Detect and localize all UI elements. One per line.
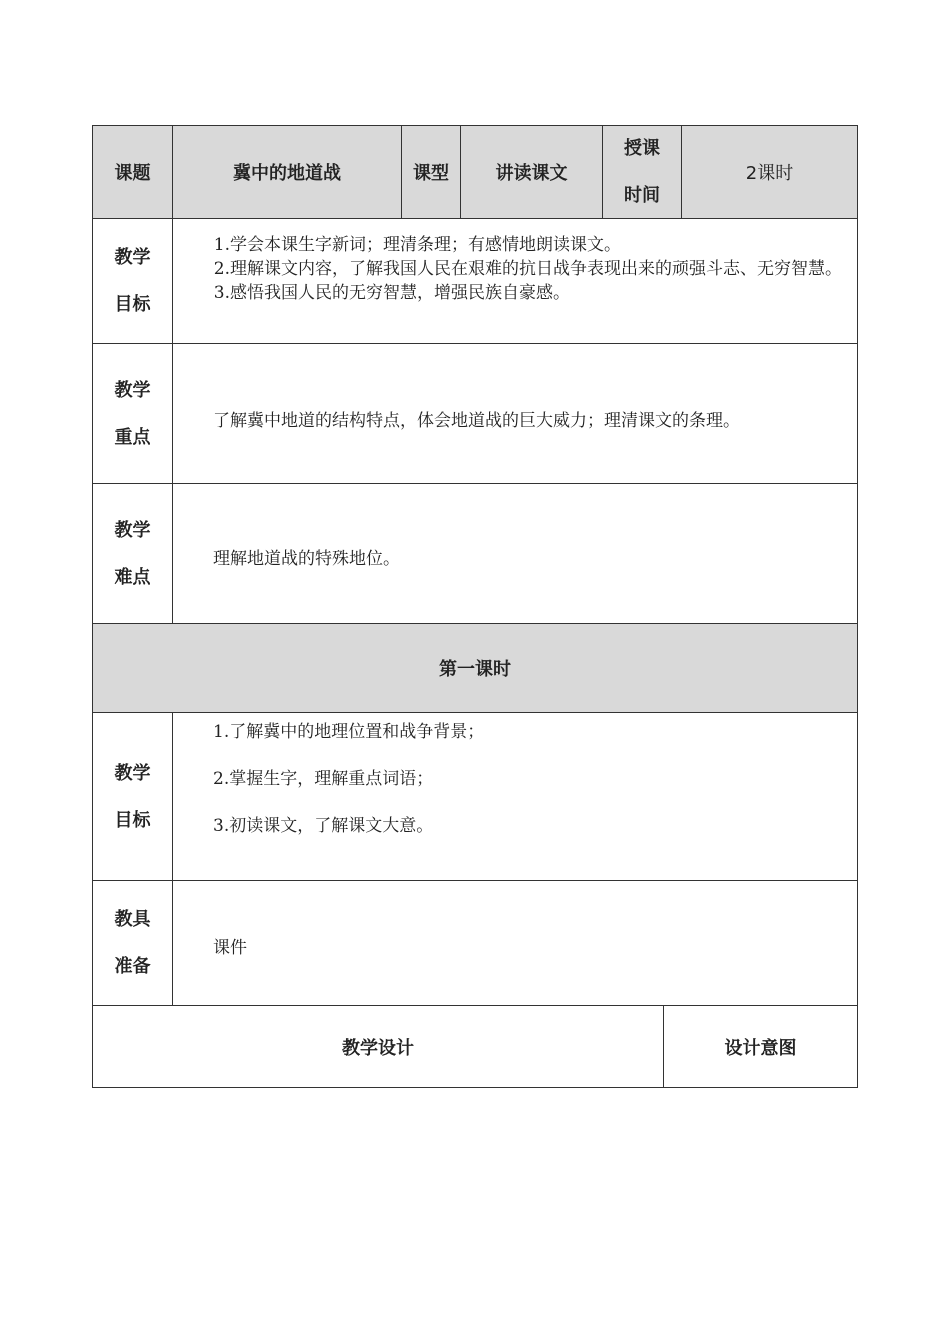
type-label-cell: [401, 125, 461, 219]
time-label-cell: [602, 125, 682, 219]
difficulties-content-cell: [172, 483, 858, 624]
type-value-cell: [460, 125, 603, 219]
intent-label-cell: [663, 1005, 858, 1088]
goal-item-1: 1.学会本课生字新词；理清条理；有感情地朗读课文。: [213, 235, 622, 255]
topic-label-cell: [92, 125, 173, 219]
key-points-label-cell: [92, 343, 173, 484]
tools-content-cell: [172, 880, 858, 1006]
goals-content-cell: [172, 218, 858, 344]
topic-value-cell: [172, 125, 402, 219]
time-label-line-1: 授课: [624, 138, 660, 159]
design-label-cell: [92, 1005, 664, 1088]
lesson-goals-content-cell: [172, 712, 858, 881]
tools-text: 课件: [213, 938, 247, 958]
time-value-cell: [681, 125, 858, 219]
key-points-text: 了解冀中地道的结构特点，体会地道战的巨大威力；理清课文的条理。: [213, 411, 740, 431]
key-points-content-cell: [172, 343, 858, 484]
time-label-line-2: 时间: [624, 185, 660, 206]
difficulties-label-cell: [92, 483, 173, 624]
lesson-goals-label-line-1: 教学: [114, 762, 151, 784]
topic-label: 课题: [114, 163, 151, 184]
goals-label-line-1: 教学: [114, 247, 151, 268]
topic-value: 冀中的地道战: [233, 163, 341, 184]
lesson-goals-label-cell: [92, 712, 173, 881]
goal-item-3: 3.感悟我国人民的无穷智慧，增强民族自豪感。: [213, 283, 571, 303]
tools-label-cell: [92, 880, 173, 1006]
type-value: 讲读课文: [495, 163, 568, 184]
tools-label-line-1: 教具: [114, 909, 151, 930]
lesson-goals-label-line-2: 目标: [114, 809, 151, 831]
goals-label-line-2: 目标: [114, 294, 151, 315]
tools-label-line-2: 准备: [114, 956, 151, 977]
difficulties-text: 理解地道战的特殊地位。: [213, 549, 400, 569]
goal-item-2: 2.理解课文内容，了解我国人民在艰难的抗日战争表现出来的顽强斗志、无穷智慧。: [213, 259, 843, 279]
goals-label-cell: [92, 218, 173, 344]
design-label: 教学设计: [342, 1037, 414, 1059]
difficulties-label-line-2: 难点: [114, 566, 151, 588]
lesson-goal-item-1: 1.了解冀中的地理位置和战争背景；: [213, 722, 485, 742]
difficulties-label-line-1: 教学: [114, 519, 151, 541]
lesson-one-title: 第一课时: [439, 659, 511, 680]
lesson-goal-item-3: 3.初读课文，了解课文大意。: [213, 816, 434, 836]
type-label: 课型: [413, 163, 449, 184]
lesson-one-title-cell: [92, 623, 858, 713]
intent-label: 设计意图: [724, 1037, 797, 1059]
key-points-label-line-2: 重点: [114, 426, 151, 448]
time-value: 2课时: [745, 163, 794, 184]
key-points-label-line-1: 教学: [114, 379, 151, 401]
lesson-goal-item-2: 2.掌握生字，理解重点词语；: [213, 769, 434, 789]
